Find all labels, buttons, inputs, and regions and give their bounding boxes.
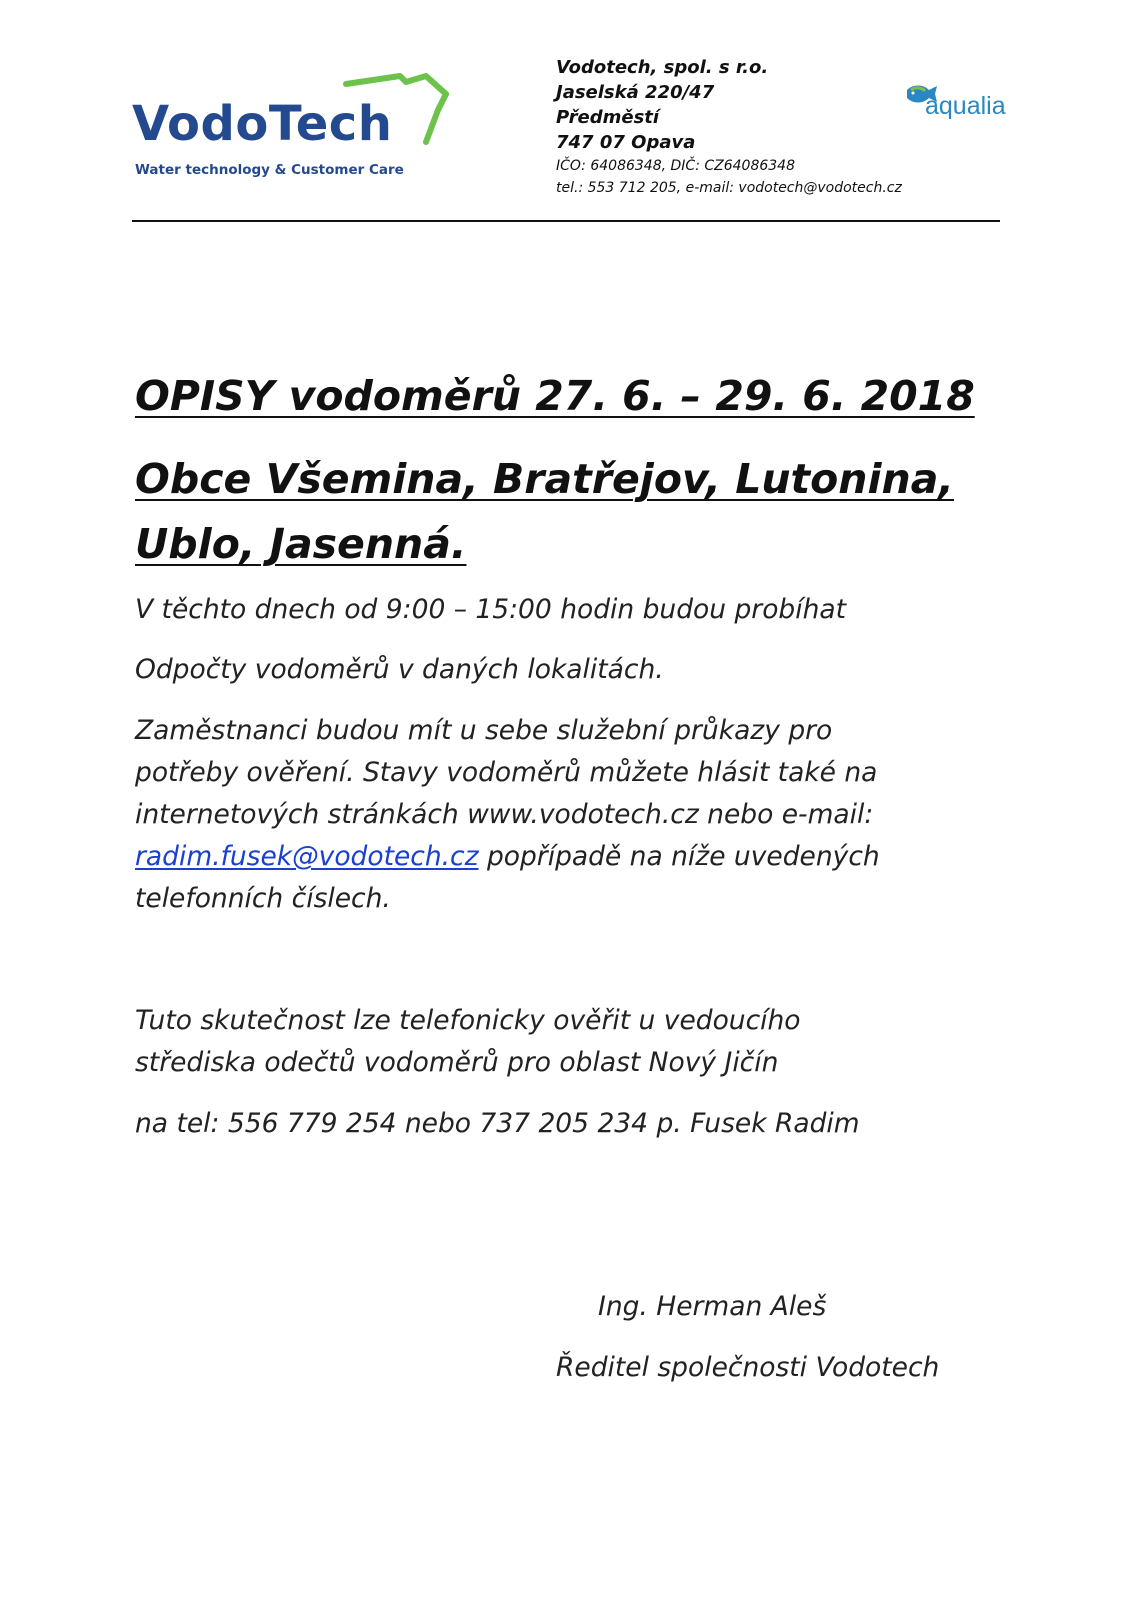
verification-text-line-1: Tuto skutečnost lze telefonicky ověřit u vedoucího [135, 1005, 801, 1036]
schedule-text: V těchto dnech od 9:00 – 15:00 hodin budou probíhat [135, 594, 847, 625]
employees-text-line-2: potřeby ověření. Stavy vodoměrů můžete hlásit také na [135, 757, 878, 788]
document-title: OPISY vodoměrů 27. 6. – 29. 6. 2018 [135, 372, 975, 420]
company-ids: IČO: 64086348, DIČ: CZ64086348 [556, 158, 795, 174]
municipalities-line-2: Ublo, Jasenná. [135, 520, 467, 568]
email-link[interactable]: radim.fusek@vodotech.cz [135, 841, 479, 872]
employees-text-line-3: internetových stránkách www.vodotech.cz nebo e-mail: [135, 799, 874, 830]
signatory-role: Ředitel společnosti Vodotech [556, 1352, 940, 1383]
readings-text: Odpočty vodoměrů v daných lokalitách. [135, 654, 664, 685]
aqualia-wordmark: aqualia [925, 92, 1006, 120]
aqualia-logo [905, 82, 1020, 132]
signatory-name: Ing. Herman Aleš [598, 1291, 827, 1322]
company-city: 747 07 Opava [556, 132, 696, 153]
company-street: Jaselská 220/47 [556, 82, 715, 103]
logo-wordmark: VodoTech [132, 96, 393, 152]
phone-numbers-text: na tel: 556 779 254 nebo 737 205 234 p. Fusek Radim [135, 1108, 860, 1139]
company-name: Vodotech, spol. s r.o. [556, 57, 769, 78]
employees-text-line-4-rest: popřípadě na níže uvedených [478, 841, 880, 872]
verification-text-line-2: střediska odečtů vodoměrů pro oblast Nový Jičín [135, 1047, 779, 1078]
logo-tagline: Water technology & Customer Care [135, 162, 404, 178]
vodotech-logo [132, 70, 452, 190]
employees-text-line-5: telefonních číslech. [135, 883, 391, 914]
company-contact: tel.: 553 712 205, e-mail: vodotech@vodotech.cz [556, 180, 902, 196]
employees-text-line-4 [135, 841, 880, 872]
header-divider [132, 220, 1000, 222]
employees-text-line-1: Zaměstnanci budou mít u sebe služební průkazy pro [135, 715, 833, 746]
municipalities-line-1: Obce Všemina, Bratřejov, Lutonina, [135, 455, 954, 503]
company-district: Předměstí [556, 107, 660, 128]
